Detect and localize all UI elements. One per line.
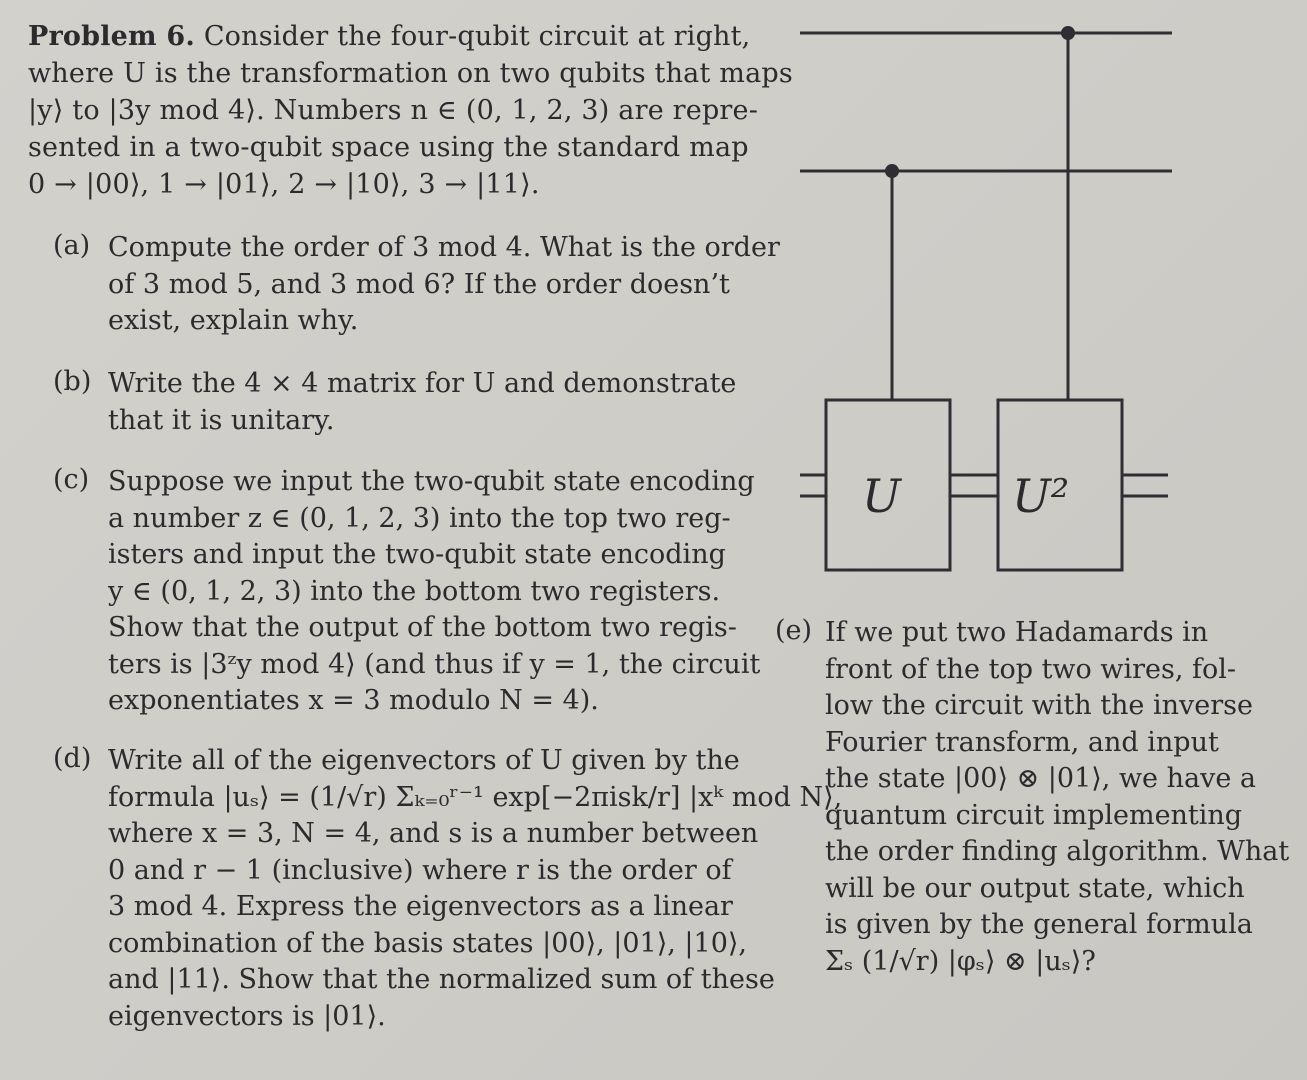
part-b-tag: (b) (53, 366, 92, 397)
part-d-line: formula |uₛ⟩ = (1/√r) Σₖ₌₀ʳ⁻¹ exp[−2πisk/r] |xᵏ mod N⟩, (108, 781, 843, 813)
part-c-line: a number z ∈ (0, 1, 2, 3) into the top two reg- (108, 502, 731, 534)
part-b-line: Write the 4 × 4 matrix for U and demonstrate (108, 368, 737, 399)
control-dot-second (885, 164, 899, 178)
part-a-line: of 3 mod 5, and 3 mod 6? If the order doesn’t (108, 268, 730, 300)
part-c-line: Suppose we input the two-qubit state encoding (108, 466, 755, 497)
part-c-line: exponentiates x = 3 modulo N = 4). (108, 685, 599, 716)
part-d-line: 3 mod 4. Express the eigenvectors as a linear (108, 891, 733, 922)
part-e-line: the state |00⟩ ⊗ |01⟩, we have a (825, 763, 1257, 794)
intro-line-5: 0 → |00⟩, 1 → |01⟩, 2 → |10⟩, 3 → |11⟩. (28, 169, 540, 200)
part-c-line: ters is |3ᶻy mod 4⟩ (and thus if y = 1, the circuit (108, 648, 761, 680)
part-e-tag: (e) (775, 615, 813, 646)
part-d-tag: (d) (53, 743, 92, 774)
part-e-line: front of the top two wires, fol- (825, 653, 1237, 685)
problem-label: Problem 6. (28, 21, 196, 52)
part-c-tag: (c) (53, 464, 90, 495)
part-e-line: the order finding algorithm. What (825, 836, 1290, 867)
intro-line-2: where U is the transformation on two qubits that maps (28, 58, 793, 89)
part-a-tag: (a) (53, 230, 91, 261)
part-e-line: quantum circuit implementing (825, 799, 1243, 831)
part-b-line: that it is unitary. (108, 404, 335, 436)
part-d-line: Write all of the eigenvectors of U given by the (108, 745, 740, 776)
control-dot-top (1061, 26, 1075, 40)
part-e-line: If we put two Hadamards in (825, 617, 1209, 648)
part-e-line: low the circuit with the inverse (825, 690, 1253, 721)
part-a-line: exist, explain why. (108, 305, 359, 336)
gate-u2-label: U² (1012, 469, 1070, 523)
part-e-line: Σₛ (1/√r) |φₛ⟩ ⊗ |uₛ⟩? (825, 945, 1096, 977)
part-c-line: y ∈ (0, 1, 2, 3) into the bottom two registers. (108, 575, 721, 607)
intro-line-4: sented in a two-qubit space using the standard map (28, 132, 749, 163)
gate-u-label: U (862, 469, 901, 523)
part-c-line: isters and input the two-qubit state encoding (108, 539, 726, 570)
part-e-line: will be our output state, which (825, 872, 1245, 904)
part-d-line: and |11⟩. Show that the normalized sum of these (108, 964, 775, 995)
part-e-line: Fourier transform, and input (825, 726, 1219, 758)
part-e-line: is given by the general formula (825, 909, 1253, 940)
part-d-line: eigenvectors is |01⟩. (108, 1000, 386, 1032)
intro-line-3: |y⟩ to |3y mod 4⟩. Numbers n ∈ (0, 1, 2, 3) are repre- (28, 95, 759, 126)
intro-line-1: Problem 6. Consider the four-qubit circuit at right, (28, 21, 751, 52)
part-d-line: combination of the basis states |00⟩, |01⟩, |10⟩, (108, 927, 747, 959)
part-d-line: where x = 3, N = 4, and s is a number between (108, 818, 759, 849)
part-d-line: 0 and r − 1 (inclusive) where r is the order of (108, 854, 732, 886)
part-c-line: Show that the output of the bottom two regis- (108, 612, 737, 643)
part-a-line: Compute the order of 3 mod 4. What is the order (108, 232, 780, 263)
